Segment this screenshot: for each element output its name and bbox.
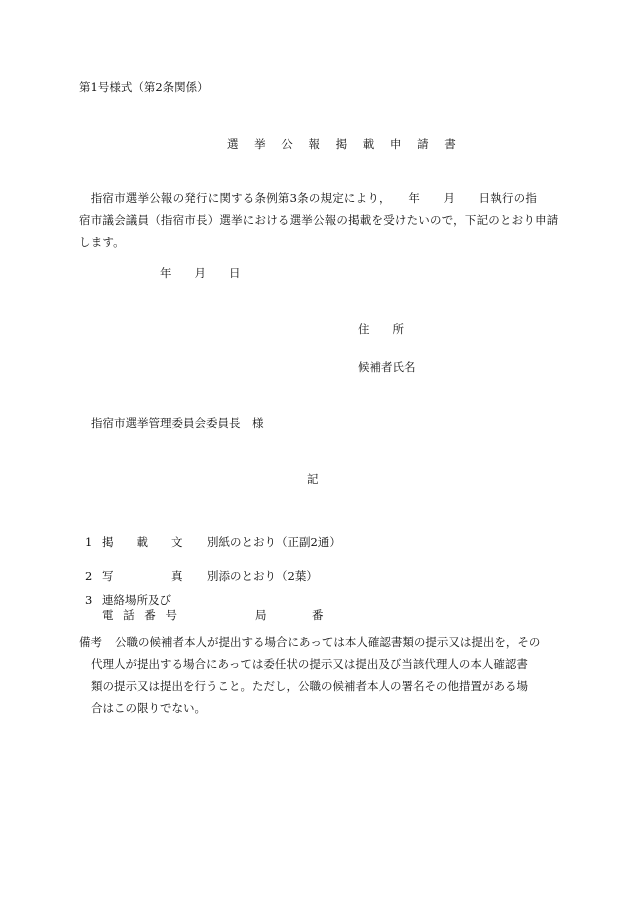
item-1-value: 別紙のとおり（正副2通） (207, 535, 341, 549)
item-3-value-ban: 番 (312, 608, 324, 622)
application-body (79, 187, 557, 253)
item-3-number: 3 (85, 593, 93, 607)
item-2-label: 写 真 (102, 569, 183, 583)
addressee: 指宿市選挙管理委員会委員長 様 (91, 416, 264, 430)
remarks-head: 備考 (79, 635, 102, 649)
item-3-label-2: 電 話 番 号 (102, 608, 180, 622)
item-2-value: 別添のとおり（2葉） (207, 569, 318, 583)
body-line-3: します。 (79, 235, 125, 249)
body-line-1: 指宿市選挙公報の発行に関する条例第3条の規定により， 年 月 日執行の指 (79, 191, 538, 205)
form-number: 第1号様式（第2条関係） (79, 80, 209, 94)
item-2-number: 2 (85, 569, 93, 583)
candidate-name-label: 候補者氏名 (358, 360, 416, 374)
item-1-label: 掲 載 文 (102, 535, 183, 549)
body-line-2: 宿市議会議員（指宿市長）選挙における選挙公報の掲載を受けたいので，下記のとおり申請 (79, 213, 559, 227)
item-3-label: 連絡場所及び (102, 593, 171, 607)
item-1-number: 1 (85, 535, 93, 549)
remarks-line-1: 公職の候補者本人が提出する場合にあっては本人確認書類の提示又は提出を，その (115, 635, 541, 649)
address-label: 住 所 (358, 322, 404, 336)
remarks-line-4: 合はこの限りでない。 (91, 701, 206, 715)
item-3-value-kyoku: 局 (255, 608, 267, 622)
submission-date: 年 月 日 (160, 266, 241, 280)
remarks-line-3: 類の提示又は提出を行うこと。ただし，公職の候補者本人の署名その他措置がある場 (91, 679, 528, 693)
remarks-line-2: 代理人が提出する場合にあっては委任状の提示又は提出及び当該代理人の本人確認書 (91, 657, 528, 671)
ki-heading: 記 (307, 472, 319, 486)
document-title: 選 挙 公 報 掲 載 申 請 書 (227, 137, 462, 151)
